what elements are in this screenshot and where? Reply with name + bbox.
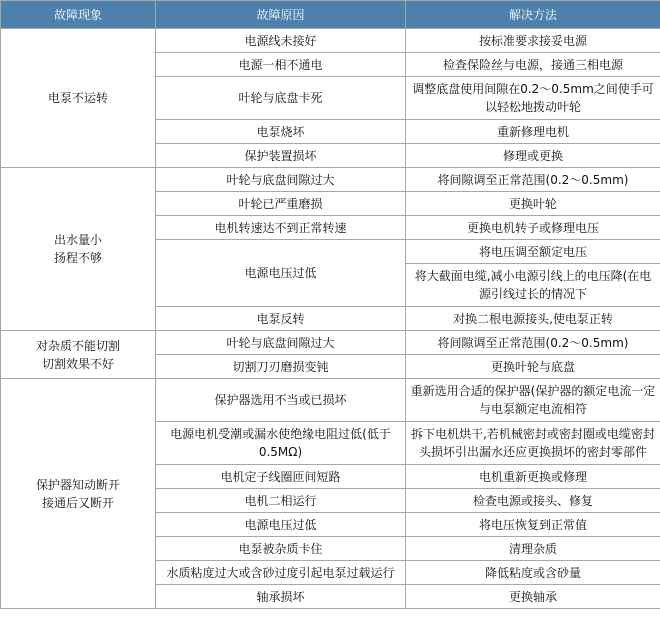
symptom-line: 电泵不运转 — [47, 91, 108, 105]
cause-cell: 电源一相不通电 — [156, 53, 406, 77]
cause-cell: 电源电压过低 — [156, 513, 406, 537]
solution-cell: 重新修理电机 — [406, 120, 660, 144]
cause-cell: 叶轮与底盘卡死 — [156, 77, 406, 120]
cause-cell: 电源电机受潮或漏水使绝缘电阻过低(低于0.5MΩ) — [156, 422, 406, 465]
solution-cell: 重新选用合适的保护器(保护器的额定电流一定与电泵额定电流相符 — [406, 379, 660, 422]
cause-cell: 电源电压过低 — [156, 240, 406, 307]
table-row — [1, 331, 660, 355]
table-row — [1, 29, 660, 53]
cause-cell: 电泵反转 — [156, 307, 406, 331]
table-row — [1, 379, 660, 422]
solution-cell: 检查保险丝与电源，接通三相电源 — [406, 53, 660, 77]
solution-cell: 将电压调至额定电压 — [406, 240, 660, 264]
cause-cell: 电源线未接好 — [156, 29, 406, 53]
cause-cell: 水质粘度过大或含砂过度引起电泵过载运行 — [156, 561, 406, 585]
symptom-line: 切割效果不好 — [41, 356, 114, 371]
symptom-line: 接通后又断开 — [41, 495, 114, 510]
table-row — [1, 168, 660, 192]
cause-cell: 电泵烧坏 — [156, 120, 406, 144]
solution-cell: 更换轴承 — [406, 585, 660, 609]
symptom-line: 扬程不够 — [53, 251, 102, 265]
cause-cell: 电泵被杂质卡住 — [156, 537, 406, 561]
cause-cell: 叶轮与底盘间隙过大 — [156, 168, 406, 192]
header-cause: 故障原因 — [156, 1, 406, 29]
header-symptom: 故障现象 — [1, 1, 156, 29]
table-header-row — [1, 1, 660, 29]
solution-cell: 将电压恢复到正常值 — [406, 513, 660, 537]
cause-cell: 轴承损坏 — [156, 585, 406, 609]
symptom-line: 出水量小 — [53, 233, 102, 247]
header-solution: 解决方法 — [406, 1, 660, 29]
cause-cell: 叶轮已严重磨损 — [156, 192, 406, 216]
solution-cell: 调整底盘使用间隙在0.2～0.5mm之间使手可以轻松地拨动叶轮 — [406, 77, 660, 120]
solution-cell: 修理或更换 — [406, 144, 660, 168]
solution-cell: 降低粘度或含砂量 — [406, 561, 660, 585]
symptom-line: 对杂质不能切割 — [35, 338, 120, 353]
solution-cell: 将大截面电缆,减小电源引线上的电压降(在电源引线过长的情况下 — [406, 264, 660, 307]
solution-cell: 将间隙调至正常范围(0.2～0.5mm) — [406, 331, 660, 355]
solution-cell: 更换叶轮 — [406, 192, 660, 216]
solution-cell: 按标准要求接妥电源 — [406, 29, 660, 53]
cause-cell: 保护装置损坏 — [156, 144, 406, 168]
cause-cell: 切割刀刃磨损变钝 — [156, 355, 406, 379]
solution-cell: 将间隙调至正常范围(0.2～0.5mm) — [406, 168, 660, 192]
symptom-cell — [1, 29, 156, 168]
solution-cell: 清理杂质 — [406, 537, 660, 561]
solution-cell: 更换叶轮与底盘 — [406, 355, 660, 379]
solution-cell: 拆下电机烘干,若机械密封或密封圈或电缆密封头损坏引出漏水还应更换损坏的密封零部件 — [406, 422, 660, 465]
symptom-line: 保护器知动断开 — [35, 477, 120, 492]
solution-cell: 更换电机转子或修理电压 — [406, 216, 660, 240]
solution-cell: 电机重新更换或修理 — [406, 465, 660, 489]
cause-cell: 电机二相运行 — [156, 489, 406, 513]
cause-cell: 叶轮与底盘间隙过大 — [156, 331, 406, 355]
symptom-cell — [1, 168, 156, 331]
cause-cell: 电机定子线圈匝间短路 — [156, 465, 406, 489]
cause-cell: 保护器选用不当或已损坏 — [156, 379, 406, 422]
solution-cell: 检查电源或接头、修复 — [406, 489, 660, 513]
symptom-cell — [1, 379, 156, 609]
solution-cell: 对换二根电源接头,使电泵正转 — [406, 307, 660, 331]
cause-cell: 电机转速达不到正常转速 — [156, 216, 406, 240]
symptom-cell — [1, 331, 156, 379]
